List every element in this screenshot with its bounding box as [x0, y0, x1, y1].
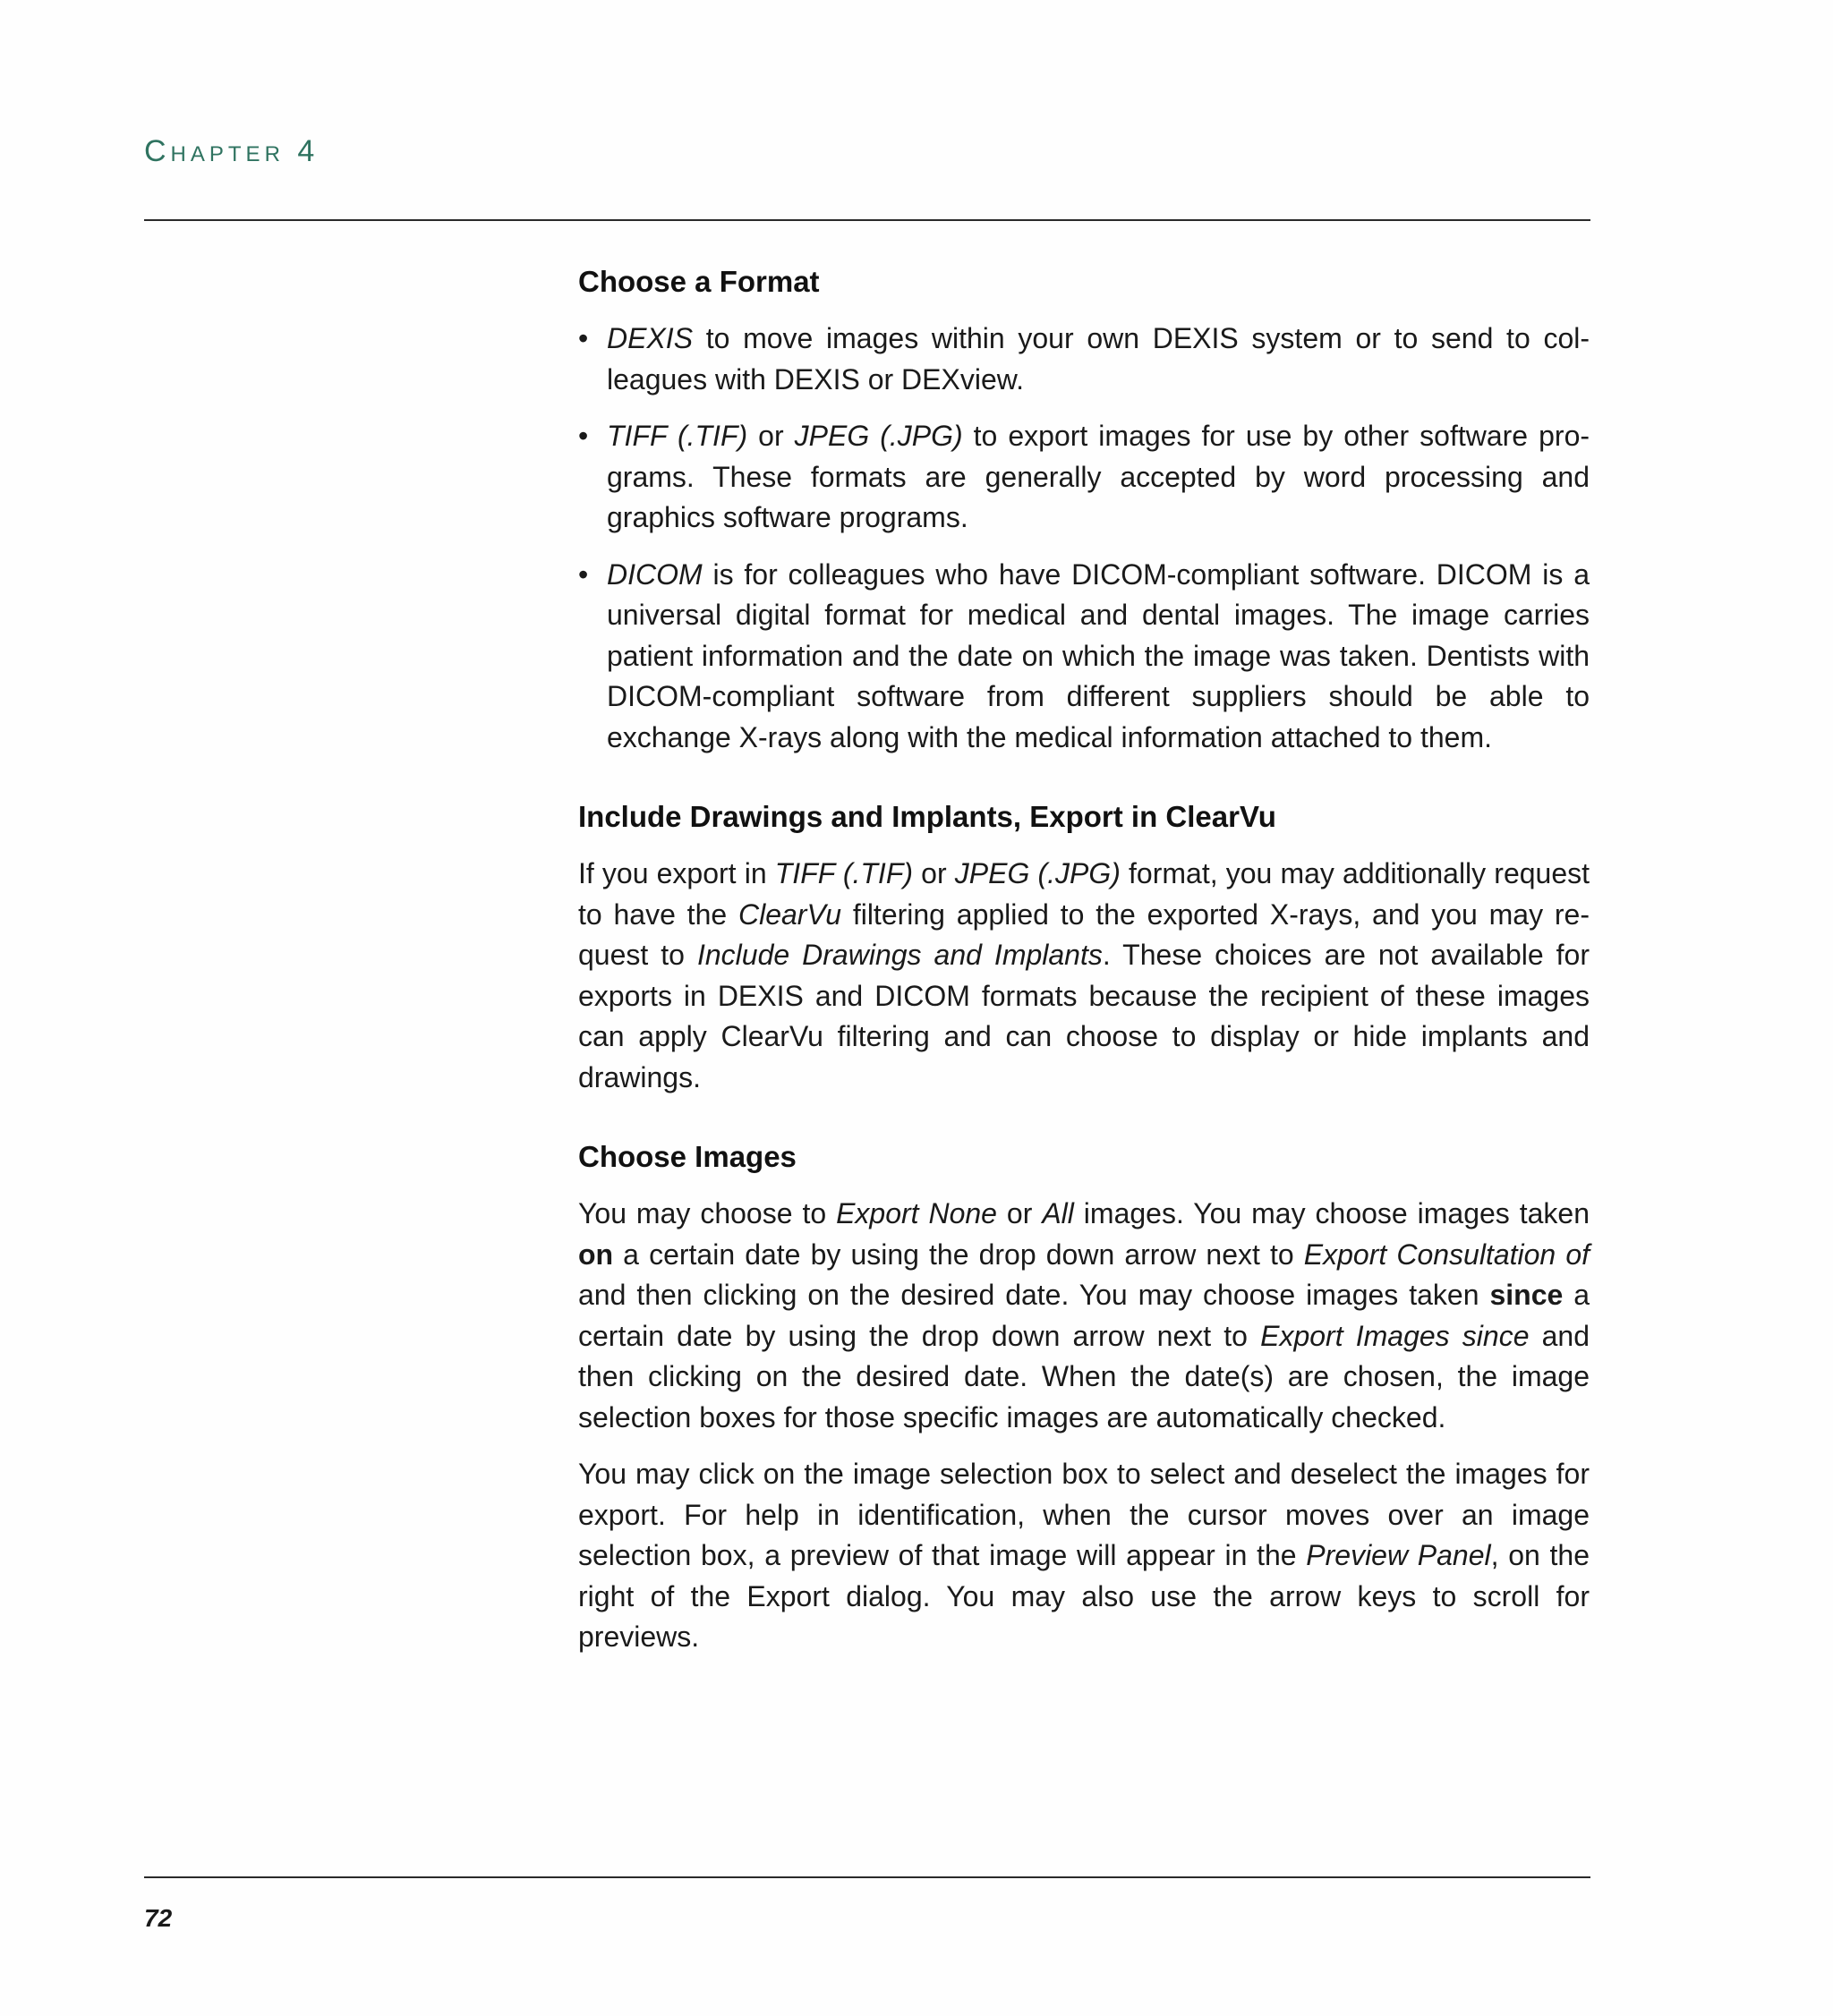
section-heading-choose-format: Choose a Format	[578, 265, 820, 298]
list-item: • TIFF (.TIF) or JPEG (.JPG) to export images for use by other software programs. These formats are generally accepted by word processing and graphics software programs.	[578, 416, 1590, 539]
bullet-icon: •	[578, 420, 589, 452]
bullet-icon: •	[578, 557, 589, 591]
chapter-label: Chapter 4	[144, 134, 320, 168]
section-heading-include-drawings: Include Drawings and Implants, Export in ClearVu	[578, 800, 1276, 833]
images-paragraph-2: You may click on the image selection box to select and deselect the images for export. For help in identification, when the cursor moves over an image selection box, a preview of that image will appear in the Preview Panel, on the right of the Export dialog. You may also use the arrow keys to scroll for previews.	[578, 1458, 1590, 1653]
format-list	[578, 319, 1590, 758]
section-heading-choose-images: Choose Images	[578, 1140, 797, 1173]
page-number: 72	[144, 1904, 173, 1932]
header-rule	[144, 219, 1590, 221]
list-item: • DICOM is for colleagues who have DICOM-compliant software. DICOM is a universal digital format for medical and dental images. The image carries patient information and the date on which the image was taken. Dentists with DICOM-compliant software from different suppliers should be able to exchange X-rays along with the medical information attached to them.	[578, 555, 1590, 759]
images-paragraph-1: You may choose to Export None or All images. You may choose images taken on a certain date by using the drop down arrow next to Export Consultation of and then clicking on the desired date. You may choose images taken since a certain date by using the drop down arrow next to Export Images since and then clicking on the desired date. When the date(s) are chosen, the image selection boxes for those specific images are automatically checked.	[578, 1197, 1590, 1433]
list-item: • DEXIS to move images within your own DEXIS system or to send to colleagues with DEXIS or DEXview.	[578, 319, 1590, 400]
bullet-icon: •	[578, 322, 589, 354]
drawings-paragraph: If you export in TIFF (.TIF) or JPEG (.JPG) format, you may additionally request to have the ClearVu filtering applied to the exported X-rays, and you may request to Include Drawings and Implants. These choices are not available for exports in DEXIS and DICOM formats because the recipient of these images can apply ClearVu filtering and can choose to display or hide implants and drawings.	[578, 857, 1590, 1093]
footer-rule	[144, 1876, 1590, 1878]
page-content	[578, 261, 1590, 1674]
